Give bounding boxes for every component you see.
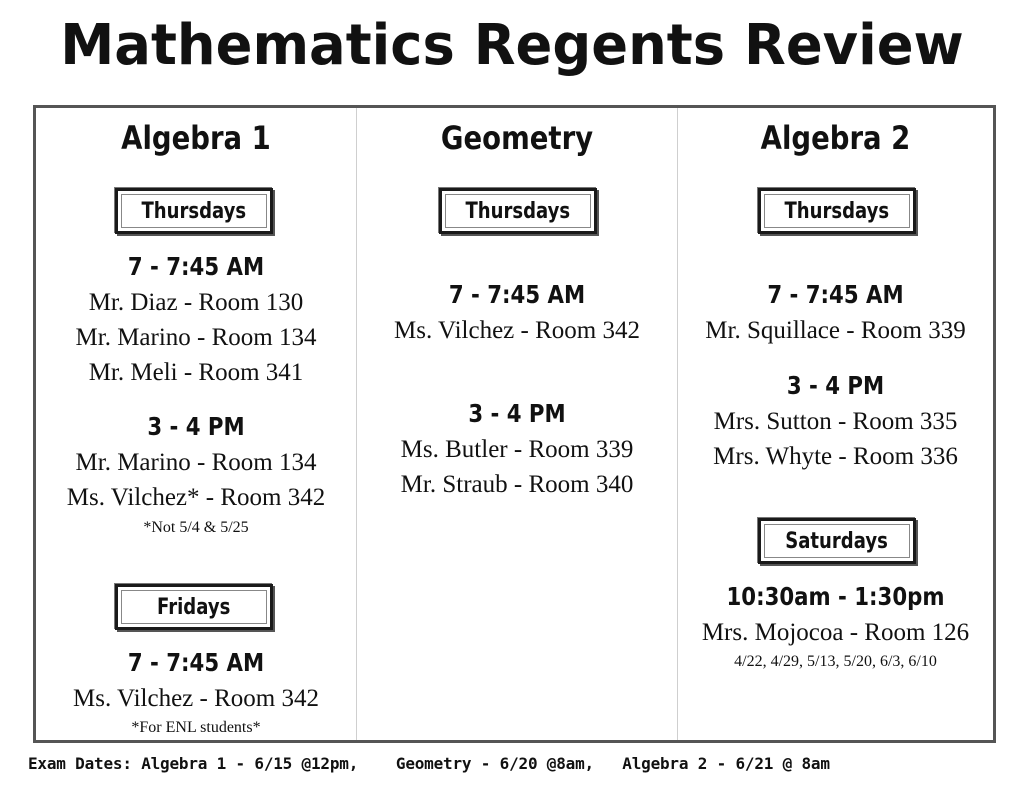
- column-geometry: [357, 108, 678, 740]
- day-tag-thursdays: [439, 188, 597, 234]
- teacher-room: Ms. Vilchez - Room 342: [394, 317, 640, 344]
- teacher-room: Mr. Straub - Room 340: [400, 471, 634, 498]
- page-title: Mathematics Regents Review: [60, 13, 964, 78]
- column-algebra-1: [36, 108, 357, 740]
- day-tag-label: Thursdays: [784, 198, 890, 224]
- time-slot: 7 - 7:45 AM: [127, 648, 265, 677]
- day-tag-saturdays: [758, 518, 916, 564]
- day-tag-thursdays: [115, 188, 273, 234]
- day-tag-thursdays: [758, 188, 916, 234]
- day-tag-fridays: [115, 584, 273, 630]
- footnote: *For ENL students*: [131, 719, 261, 736]
- time-slot: 3 - 4 PM: [786, 371, 885, 400]
- teacher-room: Mr. Meli - Room 341: [88, 359, 304, 386]
- time-slot: 10:30am - 1:30pm: [726, 582, 945, 611]
- teacher-room: Mrs. Whyte - Room 336: [713, 443, 958, 470]
- teacher-room: Ms. Vilchez - Room 342: [73, 685, 319, 712]
- day-tag-label: Thursdays: [465, 198, 571, 224]
- time-slot: 3 - 4 PM: [147, 412, 245, 441]
- column-algebra-2: [678, 108, 993, 740]
- day-tag-label: Saturdays: [785, 528, 889, 554]
- day-tag-label: Fridays: [157, 594, 231, 620]
- time-slot: 7 - 7:45 AM: [127, 252, 265, 281]
- teacher-room: Mr. Marino - Room 134: [75, 449, 317, 476]
- subject-heading: Algebra 2: [760, 119, 911, 157]
- teacher-room: Mr. Diaz - Room 130: [88, 289, 304, 316]
- schedule-board: [33, 105, 996, 743]
- time-slot: 7 - 7:45 AM: [448, 280, 586, 309]
- teacher-room: Mr. Squillace - Room 339: [705, 317, 966, 344]
- subject-heading: Algebra 1: [121, 119, 271, 157]
- subject-heading: Geometry: [440, 119, 594, 157]
- date-list: 4/22, 4/29, 5/13, 5/20, 6/3, 6/10: [734, 653, 937, 670]
- day-tag-label: Thursdays: [141, 198, 247, 224]
- exam-dates: Exam Dates: Algebra 1 - 6/15 @12pm, Geometry - 6/20 @8am, Algebra 2 - 6/21 @ 8am: [28, 754, 830, 773]
- teacher-room: Ms. Butler - Room 339: [400, 436, 634, 463]
- time-slot: 7 - 7:45 AM: [767, 280, 904, 309]
- teacher-room: Mr. Marino - Room 134: [75, 324, 317, 351]
- teacher-room: Mrs. Sutton - Room 335: [713, 408, 958, 435]
- teacher-room: Mrs. Mojocoa - Room 126: [701, 619, 970, 646]
- footnote: *Not 5/4 & 5/25: [143, 519, 249, 536]
- time-slot: 3 - 4 PM: [468, 399, 566, 428]
- teacher-room: Ms. Vilchez* - Room 342: [66, 484, 326, 511]
